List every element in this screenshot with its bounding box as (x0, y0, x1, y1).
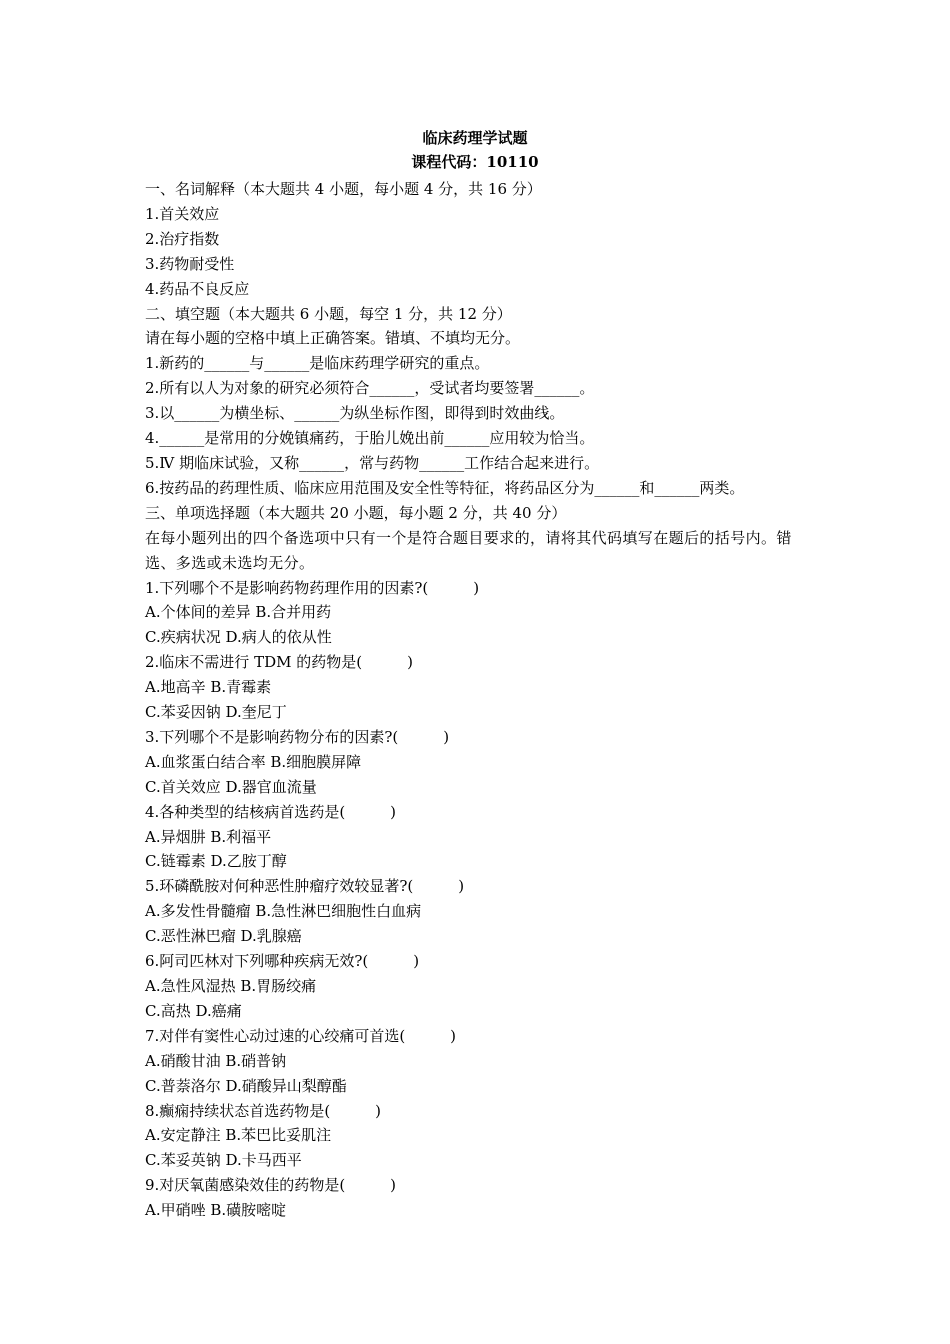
section-instructions: 请在每小题的空格中填上正确答案。错填、不填均无分。 (145, 329, 521, 348)
choice-question: 6.阿司匹林对下列哪种疾病无效?( ) (145, 952, 420, 971)
choice-options: C.苯妥英钠 D.卡马西平 (145, 1151, 302, 1170)
choice-options: A.硝酸甘油 B.硝普钠 (145, 1051, 287, 1070)
choice-options: A.异烟肼 B.利福平 (145, 827, 272, 846)
choice-options: C.苯妥因钠 D.奎尼丁 (145, 703, 287, 722)
term-item: 2.治疗指数 (145, 229, 220, 248)
choice-options: A.血浆蛋白结合率 B.细胞膜屏障 (145, 752, 362, 771)
choice-options: A.个体间的差异 B.合并用药 (145, 603, 332, 622)
fill-blank-question: 6.按药品的药理性质、临床应用范围及安全性等特征，将药品区分为______和______两类。 (145, 478, 745, 497)
choice-question: 8.癫痫持续状态首选药物是( ) (145, 1101, 382, 1120)
choice-question: 5.环磷酰胺对何种恶性肿瘤疗效较显著?( ) (145, 877, 465, 896)
fill-blank-question: 3.以______为横坐标、______为纵坐标作图，即得到时效曲线。 (145, 404, 565, 423)
section-heading-fill-blank: 二、填空题（本大题共 6 小题，每空 1 分，共 12 分） (145, 304, 512, 323)
choice-options: C.普萘洛尔 D.硝酸异山梨醇酯 (145, 1076, 347, 1095)
choice-options: A.甲硝唑 B.磺胺嘧啶 (145, 1201, 287, 1220)
choice-question: 4.各种类型的结核病首选药是( ) (145, 802, 397, 821)
choice-options: C.链霉素 D.乙胺丁醇 (145, 852, 287, 871)
choice-question: 7.对伴有窦性心动过速的心绞痛可首选( ) (145, 1026, 457, 1045)
choice-options: A.地高辛 B.青霉素 (145, 678, 272, 697)
fill-blank-question: 2.所有以人为对象的研究必须符合______，受试者均要签署______。 (145, 379, 595, 398)
fill-blank-question: 1.新药的______与______是临床药理学研究的重点。 (145, 354, 490, 373)
choice-question: 9.对厌氧菌感染效佳的药物是( ) (145, 1176, 397, 1195)
section-instructions: 在每小题列出的四个备选项中只有一个是符合题目要求的，请将其代码填写在题后的括号内。错选、多选或未选均无分。 (145, 528, 792, 572)
choice-options: A.多发性骨髓瘤 B.急性淋巴细胞性白血病 (145, 902, 422, 921)
section-heading-single-choice: 三、单项选择题（本大题共 20 小题，每小题 2 分，共 40 分） (145, 503, 567, 522)
fill-blank-question: 5.Ⅳ 期临床试验，又称______，常与药物______工作结合起来进行。 (145, 453, 600, 472)
term-item: 1.首关效应 (145, 204, 220, 223)
choice-options: C.首关效应 D.器官血流量 (145, 777, 317, 796)
choice-options: C.恶性淋巴瘤 D.乳腺癌 (145, 927, 302, 946)
term-item: 4.药品不良反应 (145, 279, 250, 298)
fill-blank-question: 4.______是常用的分娩镇痛药，于胎儿娩出前______应用较为恰当。 (145, 429, 595, 448)
choice-options: C.高热 D.癌痛 (145, 1001, 242, 1020)
term-item: 3.药物耐受性 (145, 254, 235, 273)
section-heading-terms: 一、名词解释（本大题共 4 小题，每小题 4 分，共 16 分） (145, 180, 542, 198)
choice-question: 1.下列哪个不是影响药物药理作用的因素?( ) (145, 578, 480, 597)
document-title: 临床药理学试题 (422, 129, 528, 147)
choice-question: 2.临床不需进行 TDM 的药物是( ) (145, 653, 413, 672)
choice-options: C.疾病状况 D.病人的依从性 (145, 628, 332, 647)
course-code: 课程代码：10110 (411, 153, 539, 171)
choice-options: A.安定静注 B.苯巴比妥肌注 (145, 1126, 332, 1145)
choice-options: A.急性风湿热 B.胃肠绞痛 (145, 977, 317, 995)
exam-body (145, 177, 815, 1223)
choice-question: 3.下列哪个不是影响药物分布的因素?( ) (145, 727, 450, 746)
